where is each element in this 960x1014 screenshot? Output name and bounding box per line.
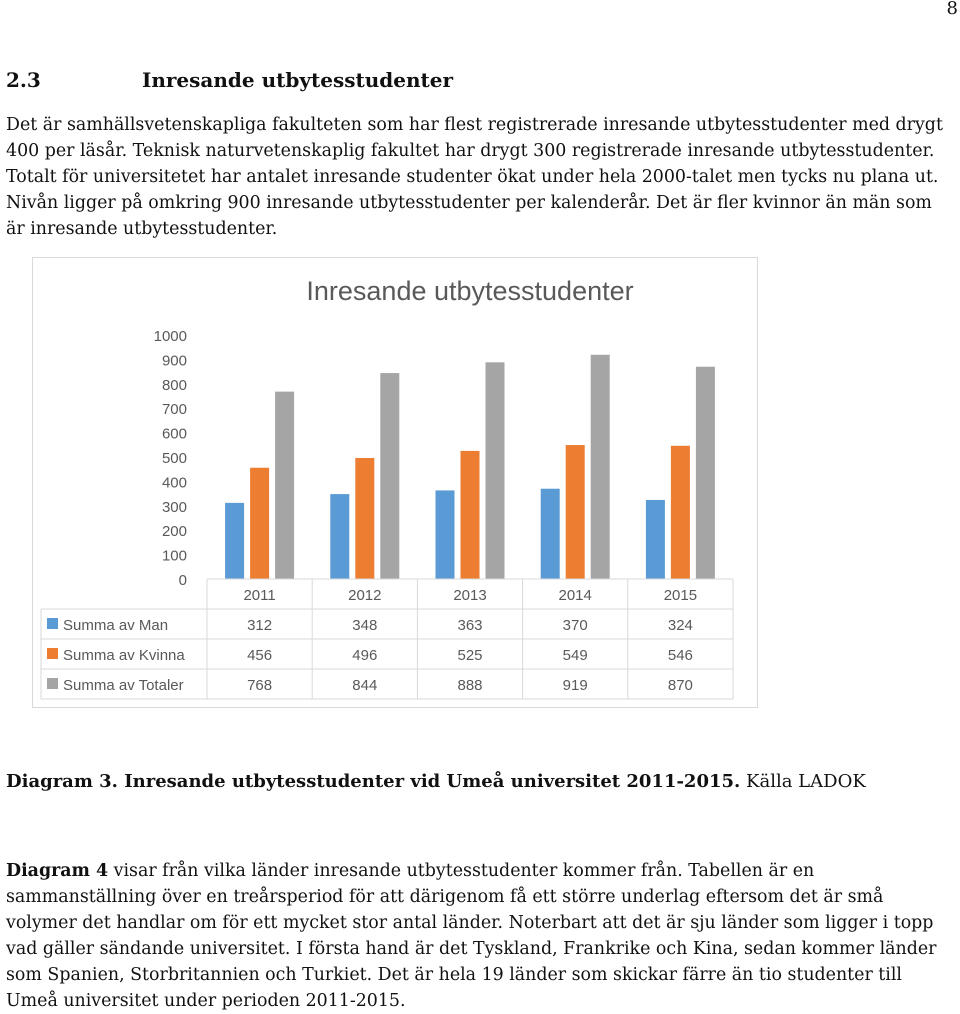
data-label: 870: [667, 677, 693, 694]
x-tick-label: 2015: [663, 587, 698, 604]
bar-chart: [33, 258, 759, 709]
bar-summa-av-kvinna: [566, 445, 585, 579]
x-tick-label: 2013: [453, 587, 487, 604]
data-label: 496: [352, 647, 378, 664]
legend-label: Summa av Totaler: [63, 677, 184, 694]
chart-title: Inresande utbytesstudenter: [306, 276, 634, 306]
figure-caption: [6, 771, 866, 792]
y-tick-label: 700: [161, 401, 187, 419]
countries-paragraph-text: visar från vilka länder inresande utbytesstudenter kommer från. Tabellen är en sammanställning över en treårsperiod för att därigenom få ett större underlag eftersom det är små volymer det handlar om för ett mycket stor antal länder. Noterbart att det är sju länder som ligger i topp vad gäller sändande universitet. I första hand är det Tyskland, Frankrike och Kina, sedan kommer länder som Spanien, Storbritannien och Turkiet. Det är hela 19 länder som skickar färre än tio studenter till Umeå universitet under perioden 2011-2015.: [6, 861, 937, 1011]
x-tick-label: 2011: [243, 587, 276, 604]
section-number: 2.3: [6, 68, 41, 92]
data-label: 456: [247, 647, 273, 664]
caption-source: Källa LADOK: [740, 771, 866, 792]
bar-summa-av-totaler: [696, 367, 715, 579]
legend-label: Summa av Man: [63, 617, 169, 634]
data-label: 363: [457, 617, 483, 634]
bar-summa-av-man: [436, 490, 455, 579]
section-heading: [6, 68, 453, 92]
data-label: 348: [352, 617, 378, 634]
bar-summa-av-kvinna: [250, 468, 269, 579]
caption-title: Diagram 3. Inresande utbytesstudenter vid Umeå universitet 2011-2015.: [6, 771, 741, 792]
bar-summa-av-totaler: [591, 355, 610, 579]
data-label: 525: [457, 647, 483, 664]
y-tick-label: 800: [161, 376, 187, 394]
legend-key: [47, 678, 58, 689]
bar-summa-av-man: [330, 494, 349, 579]
bar-summa-av-kvinna: [671, 446, 690, 579]
y-tick-label: 100: [161, 547, 187, 565]
bar-summa-av-kvinna: [461, 451, 480, 579]
x-tick-label: 2014: [558, 587, 592, 604]
bar-summa-av-totaler: [275, 392, 294, 579]
legend-key: [47, 648, 58, 659]
countries-paragraph: [6, 858, 950, 1014]
data-label: 844: [352, 677, 378, 694]
data-label: 546: [667, 647, 693, 664]
y-tick-label: 500: [161, 450, 187, 467]
y-tick-label: 300: [161, 498, 187, 516]
chart-container: [32, 257, 758, 708]
y-tick-label: 200: [161, 523, 187, 541]
data-label: 312: [247, 617, 273, 634]
y-tick-label: 1000: [153, 328, 187, 345]
data-label: 324: [667, 617, 693, 634]
data-label: 888: [457, 677, 483, 694]
data-label: 768: [247, 677, 273, 694]
data-label: 549: [562, 647, 588, 664]
data-label: 919: [562, 677, 588, 694]
x-tick-label: 2012: [348, 587, 382, 604]
bar-summa-av-totaler: [486, 362, 505, 579]
bar-summa-av-totaler: [380, 373, 399, 579]
data-label: 370: [562, 617, 588, 634]
y-tick-label: 0: [178, 572, 187, 589]
bar-summa-av-man: [541, 489, 560, 579]
legend-key: [47, 618, 58, 629]
diagram-reference: Diagram 4: [6, 861, 109, 881]
y-tick-label: 900: [161, 352, 187, 370]
bar-summa-av-kvinna: [355, 458, 374, 579]
bar-summa-av-man: [646, 500, 665, 579]
bar-summa-av-man: [225, 503, 244, 579]
y-tick-label: 400: [161, 474, 187, 492]
y-tick-label: 600: [161, 425, 187, 443]
page-number: 8: [946, 0, 958, 19]
intro-paragraph: Det är samhällsvetenskapliga fakulteten som har flest registrerade inresande utbytesstudenter med drygt 400 per läsår. Teknisk naturvetenskaplig fakultet har drygt 300 registrerade inresande utbytesstudenter. Totalt för universitetet har antalet inresande studenter ökat under hela 2000-talet men tycks nu plana ut. Nivån ligger på omkring 900 inresande utbytesstudenter per kalenderår. Det är fler kvinnor än män som är inresande utbytesstudenter.: [6, 115, 943, 239]
legend-label: Summa av Kvinna: [63, 647, 185, 664]
section-title: Inresande utbytesstudenter: [142, 68, 453, 92]
